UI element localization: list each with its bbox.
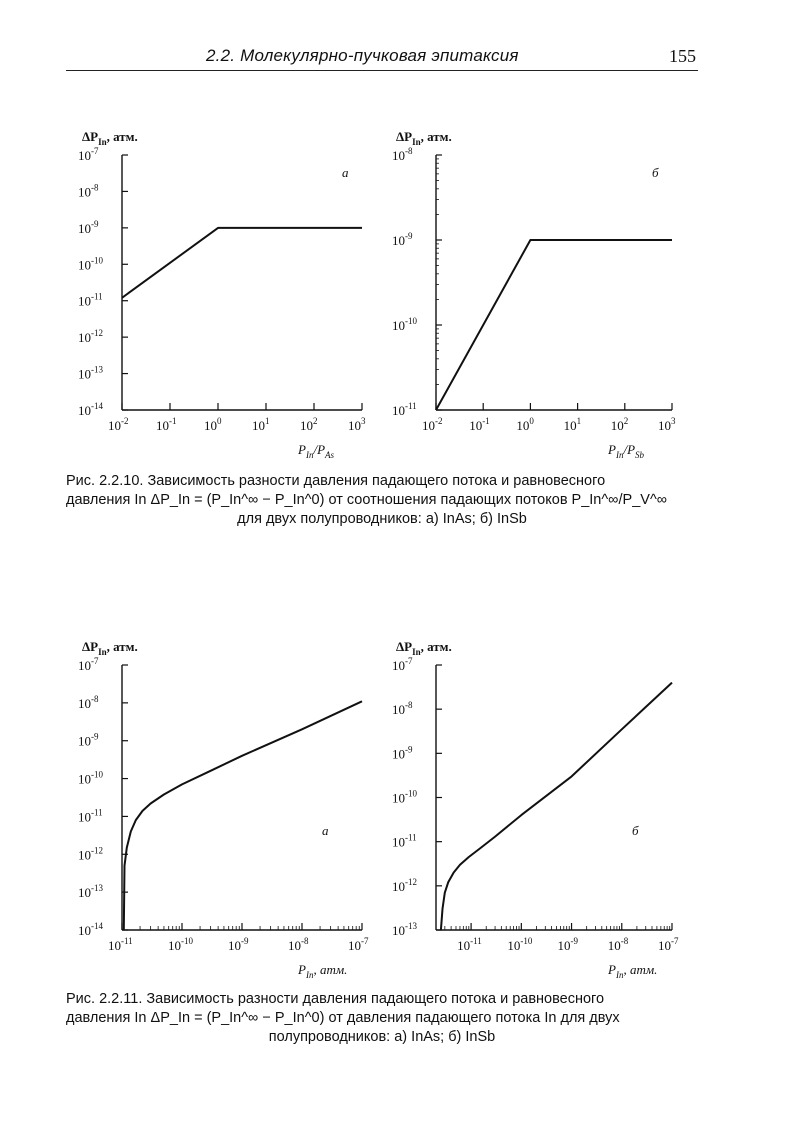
x-tick-label: $10^3$	[348, 416, 366, 433]
caption-line: полупроводников: а) InAs; б) InSb	[268, 1029, 496, 1045]
x-axis-label: $P_{In}/P_{As}$	[298, 442, 335, 460]
chart-fig11b	[370, 630, 700, 980]
x-tick-label: $10^{-11}$	[457, 936, 482, 953]
x-tick-label: $10^1$	[563, 416, 582, 433]
x-tick-label: $10^{-1}$	[469, 416, 490, 433]
caption-line: Рис. 2.2.10. Зависимость разности давления падающего потока и равновесного	[66, 473, 606, 489]
y-tick-label: $10^{-12}$	[78, 845, 103, 863]
x-tick-label: $10^{-2}$	[422, 416, 443, 433]
y-tick-label: $10^{-8}$	[392, 146, 413, 163]
x-tick-label: $10^{-8}$	[607, 936, 629, 953]
y-tick-label: $10^{-7}$	[392, 656, 413, 673]
y-tick-label: $10^{-9}$	[392, 744, 413, 762]
x-tick-label: $10^0$	[204, 416, 222, 433]
y-tick-label: $10^{-10}$	[392, 316, 417, 333]
y-tick-label: $10^{-13}$	[78, 883, 103, 901]
y-tick-label: $10^{-11}$	[392, 832, 417, 850]
x-tick-label: $10^{-10}$	[168, 936, 193, 953]
section-title: 2.2. Молекулярно-пучковая эпитаксия	[206, 46, 519, 65]
caption-line: давления In ΔP_In = (P_In^∞ − P_In^0) от давления падающего потока In для двух	[66, 1010, 620, 1026]
x-tick-label: $10^{-2}$	[108, 416, 129, 433]
x-axis-label: $P_{In}$, атм.	[608, 962, 658, 980]
caption-line: Рис. 2.2.11. Зависимость разности давления падающего потока и равновесного	[66, 991, 605, 1007]
x-tick-label: $10^3$	[658, 416, 676, 433]
y-tick-label: $10^{-13}$	[392, 921, 417, 938]
y-tick-label: $10^{-7}$	[78, 146, 99, 163]
y-tick-label: $10^{-8}$	[78, 693, 99, 711]
y-tick-label: $10^{-10}$	[78, 769, 103, 787]
y-tick-label: $10^{-13}$	[78, 364, 103, 382]
y-axis-label: $\Delta P_{In}$, атм.	[396, 639, 452, 657]
panel-label: а	[342, 165, 349, 180]
x-axis-label: $P_{In}/P_{Sb}$	[608, 442, 645, 460]
y-tick-label: $10^{-9}$	[78, 218, 99, 236]
y-axis-label: $\Delta P_{In}$, атм.	[82, 129, 138, 147]
x-tick-label: $10^{-9}$	[557, 936, 579, 953]
x-tick-label: $10^2$	[300, 416, 318, 433]
y-tick-label: $10^{-11}$	[78, 807, 103, 825]
x-tick-label: $10^1$	[252, 416, 270, 433]
y-axis-label: $\Delta P_{In}$, атм.	[396, 129, 452, 147]
caption-fig-2-2-11	[66, 990, 698, 1047]
x-tick-label: $10^0$	[516, 416, 534, 433]
y-tick-label: $10^{-9}$	[392, 231, 413, 248]
y-tick-label: $10^{-12}$	[78, 328, 103, 346]
x-tick-label: $10^2$	[610, 416, 629, 433]
y-tick-label: $10^{-8}$	[392, 700, 413, 718]
y-tick-label: $10^{-7}$	[78, 656, 99, 673]
x-tick-label: $10^{-1}$	[156, 416, 177, 433]
caption-line: давления In ΔP_In = (P_In^∞ − P_In^0) от соотношения падающих потоков P_In^∞/P_V^∞	[66, 492, 668, 508]
y-tick-label: $10^{-10}$	[392, 788, 417, 806]
chart-fig10b	[370, 120, 700, 470]
y-tick-label: $10^{-11}$	[392, 401, 417, 418]
caption-fig-2-2-10	[66, 472, 698, 529]
series-line	[124, 701, 362, 930]
y-tick-label: $10^{-11}$	[78, 291, 103, 309]
y-tick-label: $10^{-9}$	[78, 731, 99, 749]
page-number: 155	[669, 46, 696, 66]
y-tick-label: $10^{-14}$	[78, 401, 103, 418]
series-line	[122, 228, 362, 298]
x-tick-label: $10^{-11}$	[108, 936, 133, 953]
y-tick-label: $10^{-12}$	[392, 876, 417, 894]
y-tick-label: $10^{-8}$	[78, 182, 99, 200]
panel-label: б	[632, 823, 639, 838]
y-tick-label: $10^{-10}$	[78, 255, 103, 273]
x-tick-label: $10^{-8}$	[288, 936, 309, 953]
panel-label: б	[652, 165, 659, 180]
x-tick-label: $10^{-7}$	[348, 936, 369, 953]
chart-fig11a	[60, 630, 380, 980]
chart-fig10a	[60, 120, 380, 470]
panel-label: а	[322, 823, 329, 838]
running-header	[66, 44, 698, 71]
series-line	[436, 240, 672, 410]
series-line	[441, 683, 672, 930]
y-tick-label: $10^{-14}$	[78, 921, 103, 938]
x-tick-label: $10^{-9}$	[228, 936, 249, 953]
x-tick-label: $10^{-10}$	[507, 936, 533, 953]
y-axis-label: $\Delta P_{In}$, атм.	[82, 639, 138, 657]
x-axis-label: $P_{In}$, атм.	[298, 962, 348, 980]
x-tick-label: $10^{-7}$	[658, 936, 679, 953]
caption-line: для двух полупроводников: а) InAs; б) InSb	[237, 511, 527, 527]
